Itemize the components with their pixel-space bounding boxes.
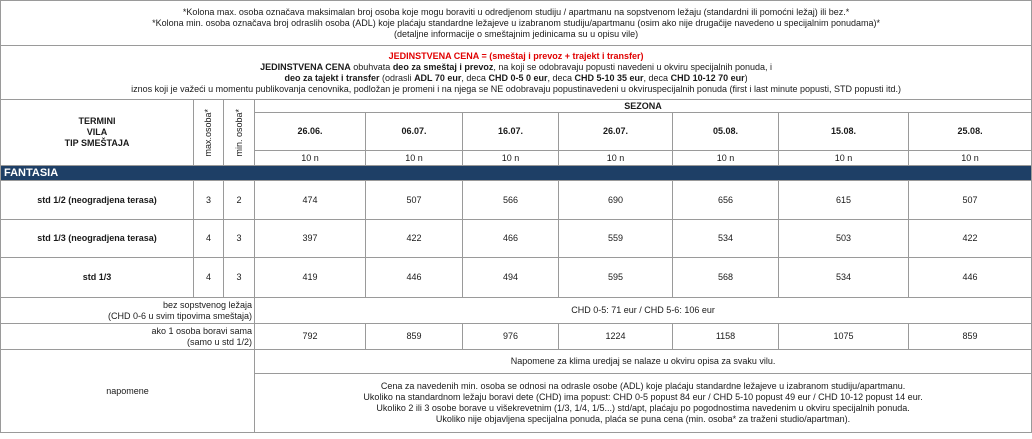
- napomene-klima: Napomene za klima uredjaj se nalaze u okviru opisa za svaku vilu.: [255, 350, 1032, 374]
- room-max: 4: [194, 258, 224, 298]
- room-max: 3: [194, 181, 224, 220]
- price-cell: 656: [673, 181, 779, 220]
- price-cell: 419: [255, 258, 366, 298]
- price-cell: 595: [559, 258, 673, 298]
- header-date: 25.08.: [909, 113, 1032, 151]
- header-date: 26.07.: [559, 113, 673, 151]
- header-nights: 10 n: [255, 151, 366, 166]
- unique-price-line4: iznos koji je važeći u momentu publikovanja cenovnika, podložan je promeni i na njega se NE odobravaju popustinavedeni u okviruspecijalnih ponuda (first i last minute popusti, STD popusti itd.): [131, 83, 902, 94]
- price-cell: 559: [559, 220, 673, 258]
- header-date: 15.08.: [779, 113, 909, 151]
- price-cell: 446: [366, 258, 463, 298]
- header-nights: 10 n: [559, 151, 673, 166]
- napomene-details: Cena za navedenih min. osoba se odnosi na odrasle osobe (ADL) koje plaćaju standardne ležajeve u izabranom studiju/apartmanu. Ukoliko na standardnom ležaju boravi dete (CHD) ima popust: CHD 0-5 popust 84 eur / CHD 5-10 popust 49 eur / CHD 10-12 popust 14 eur. Ukoliko 2 ili 3 osobe borave u višekrevetnim (1/3, 1/4, 1/5...) std/apt, plaćaju po pogodnostima navedenim u okviru specijalnih ponuda. Ukoliko nije objavljena specijalna ponuda, plaća se puna cena (min. osoba* za traženi studio/apartman).: [255, 374, 1032, 433]
- napomene-label: napomene: [1, 350, 255, 433]
- villa-name-bar: FANTASIA: [1, 166, 1032, 181]
- header-nights: 10 n: [463, 151, 559, 166]
- price-cell: 494: [463, 258, 559, 298]
- room-type: std 1/3 (neogradjena terasa): [1, 220, 194, 258]
- header-termini-vila-tip: TERMINI VILA TIP SMEŠTAJA: [1, 100, 194, 166]
- header-date: 06.07.: [366, 113, 463, 151]
- price-cell: 446: [909, 258, 1032, 298]
- header-date: 26.06.: [255, 113, 366, 151]
- header-date: 16.07.: [463, 113, 559, 151]
- header-min-osoba: min. osoba*: [224, 100, 255, 166]
- price-cell: 507: [366, 181, 463, 220]
- price-cell: 466: [463, 220, 559, 258]
- price-cell: 534: [779, 258, 909, 298]
- single-price-cell: 859: [366, 324, 463, 350]
- room-min: 3: [224, 258, 255, 298]
- price-cell: 474: [255, 181, 366, 220]
- unique-price-block: [1, 46, 1032, 100]
- table-row: [1, 220, 1032, 258]
- unique-price-headline: JEDINSTVENA CENA = (smeštaj i prevoz + trajekt i transfer): [388, 50, 644, 61]
- single-occupancy-label: ako 1 osoba boravi sama (samo u std 1/2): [1, 324, 255, 350]
- header-nights: 10 n: [909, 151, 1032, 166]
- single-price-cell: 976: [463, 324, 559, 350]
- price-cell: 397: [255, 220, 366, 258]
- price-cell: 566: [463, 181, 559, 220]
- price-cell: 568: [673, 258, 779, 298]
- price-cell: 507: [909, 181, 1032, 220]
- note-min-osoba: *Kolona min. osoba označava broj odraslih osoba (ADL) koje plaćaju standardne ležajeve u izabranom studiju/apartmanu (osim ako nije drugačije navedeno u specijalnim ponudama)*: [152, 17, 881, 28]
- price-cell: 690: [559, 181, 673, 220]
- room-min: 2: [224, 181, 255, 220]
- price-cell: 615: [779, 181, 909, 220]
- header-nights: 10 n: [366, 151, 463, 166]
- single-price-cell: 1158: [673, 324, 779, 350]
- table-row: [1, 258, 1032, 298]
- room-type: std 1/2 (neogradjena terasa): [1, 181, 194, 220]
- unique-price-line3: deo za tajekt i transfer (odrasli ADL 70 eur, deca CHD 0-5 0 eur, deca CHD 5-10 35 eur, deca CHD 10-12 70 eur): [284, 72, 748, 83]
- single-price-cell: 792: [255, 324, 366, 350]
- room-min: 3: [224, 220, 255, 258]
- room-max: 4: [194, 220, 224, 258]
- header-sezona: SEZONA: [255, 100, 1032, 113]
- no-bed-price: CHD 0-5: 71 eur / CHD 5-6: 106 eur: [255, 298, 1032, 324]
- no-bed-label: bez sopstvenog ležaja (CHD 0-6 u svim tipovima smeštaja): [1, 298, 255, 324]
- room-type: std 1/3: [1, 258, 194, 298]
- notes-top: [1, 1, 1032, 46]
- unique-price-line2: JEDINSTVENA CENA obuhvata deo za smeštaj i prevoz, na koji se odobravaju popusti navedeni u okviru specijalnih ponuda, i: [260, 61, 773, 72]
- price-cell: 534: [673, 220, 779, 258]
- single-price-cell: 1075: [779, 324, 909, 350]
- header-nights: 10 n: [673, 151, 779, 166]
- header-date: 05.08.: [673, 113, 779, 151]
- note-max-osoba: *Kolona max. osoba označava maksimalan broj osoba koje mogu boraviti u odredjenom studiju / apartmanu na sopstvenom ležaju (standardni ili pomoćni ležaj) ili bez.*: [182, 6, 850, 17]
- price-cell: 503: [779, 220, 909, 258]
- price-cell: 422: [909, 220, 1032, 258]
- table-row: [1, 181, 1032, 220]
- price-cell: 422: [366, 220, 463, 258]
- header-max-osoba: max.osoba*: [194, 100, 224, 166]
- note-details: (detaljne informacije o smeštajnim jedinicama su u opisu vile): [394, 28, 639, 39]
- single-price-cell: 1224: [559, 324, 673, 350]
- single-price-cell: 859: [909, 324, 1032, 350]
- header-nights: 10 n: [779, 151, 909, 166]
